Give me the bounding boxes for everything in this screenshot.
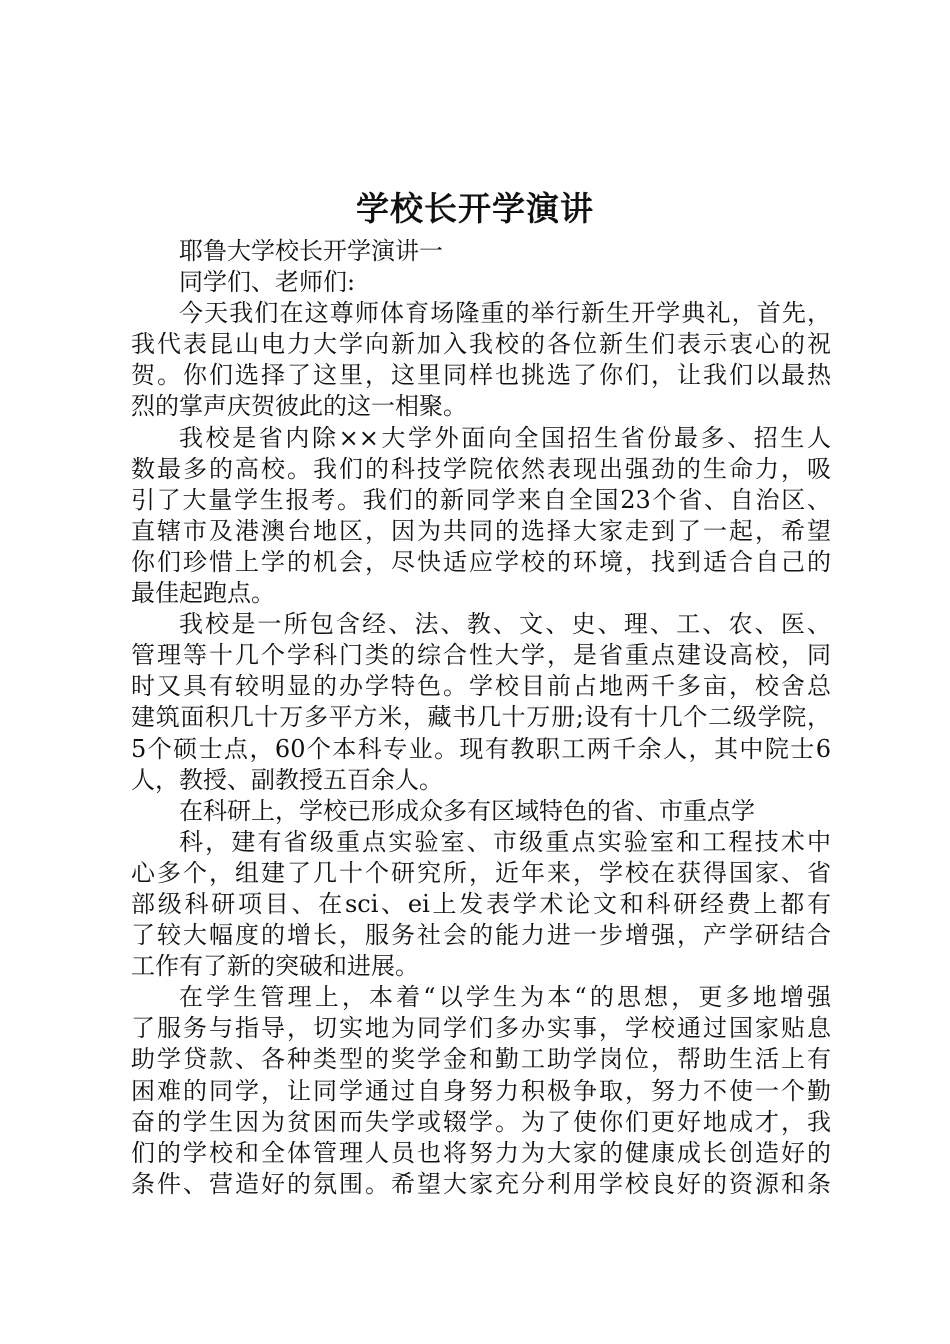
text-line: 心多个，组建了几十个研究所，近年来，学校在获得国家、省	[131, 858, 831, 887]
document-body	[131, 236, 831, 1200]
text-line: 困难的同学，让同学通过自身努力积极争取，努力不使一个勤	[131, 1076, 831, 1105]
text-line: 建筑面积几十万多平方米，藏书几十万册;设有十几个二级学院，	[131, 703, 831, 732]
text-line: 数最多的高校。我们的科技学院依然表现出强劲的生命力，吸	[131, 454, 831, 483]
text-line: 助学贷款、各种类型的奖学金和勤工助学岗位，帮助生活上有	[131, 1045, 831, 1074]
text-line: 我校是一所包含经、法、教、文、史、理、工、农、医、	[179, 610, 831, 639]
document-title: 学校长开学演讲	[356, 189, 594, 228]
text-line: 你们珍惜上学的机会，尽快适应学校的环境，找到适合自己的	[131, 547, 831, 576]
text-line: 引了大量学生报考。我们的新同学来自全国23个省、自治区、	[131, 485, 831, 514]
text-line: 烈的掌声庆贺彼此的这一相聚。	[131, 392, 467, 421]
text-line: 在学生管理上，本着“以学生为本“的思想，更多地增强	[179, 983, 831, 1012]
text-line: 了较大幅度的增长，服务社会的能力进一步增强，产学研结合	[131, 921, 831, 950]
text-line: 管理等十几个学科门类的综合性大学，是省重点建设高校，同	[131, 641, 831, 670]
text-line: 5个硕士点，60个本科专业。现有教职工两千余人，其中院士6	[131, 734, 831, 763]
text-line: 条件、营造好的氛围。希望大家充分利用学校良好的资源和条	[131, 1169, 831, 1198]
text-line: 科，建有省级重点实验室、市级重点实验室和工程技术中	[179, 827, 831, 856]
text-line: 人，教授、副教授五百余人。	[131, 765, 443, 794]
text-line: 我代表昆山电力大学向新加入我校的各位新生们表示衷心的祝	[131, 330, 831, 359]
text-line: 今天我们在这尊师体育场隆重的举行新生开学典礼，首先，	[179, 299, 831, 328]
text-line: 贺。你们选择了这里，这里同样也挑选了你们，让我们以最热	[131, 361, 831, 390]
text-line: 最佳起跑点。	[131, 579, 275, 608]
text-line: 了服务与指导，切实地为同学们多办实事，学校通过国家贴息	[131, 1014, 831, 1043]
text-line: 奋的学生因为贫困而失学或辍学。为了使你们更好地成才，我	[131, 1107, 831, 1136]
text-line: 耶鲁大学校长开学演讲一	[179, 237, 443, 265]
text-line: 在科研上，学校已形成众多有区域特色的省、市重点学	[179, 796, 755, 825]
text-line: 同学们、老师们:	[179, 268, 356, 297]
text-line: 直辖市及港澳台地区，因为共同的选择大家走到了一起，希望	[131, 516, 831, 545]
text-line: 我校是省内除××大学外面向全国招生省份最多、招生人	[179, 423, 831, 452]
text-line: 工作有了新的突破和进展。	[131, 952, 419, 981]
text-line: 们的学校和全体管理人员也将努力为大家的健康成长创造好的	[131, 1138, 831, 1167]
text-line: 时又具有较明显的办学特色。学校目前占地两千多亩，校舍总	[131, 672, 831, 701]
text-line: 部级科研项目、在sci、ei上发表学术论文和科研经费上都有	[131, 889, 831, 918]
